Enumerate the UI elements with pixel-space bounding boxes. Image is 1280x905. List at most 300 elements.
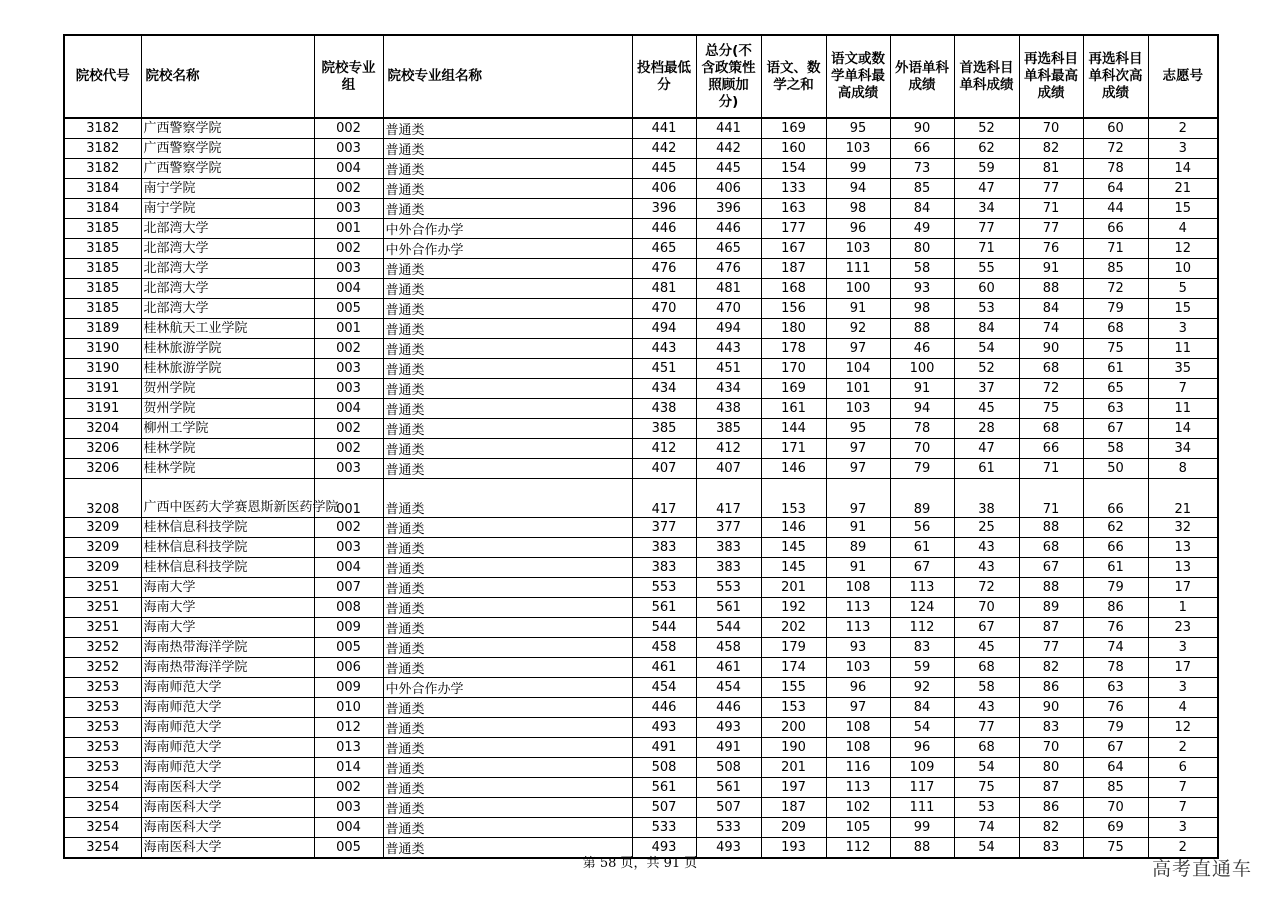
- table-row: [64, 399, 1218, 419]
- elective-max-cell: 88: [1019, 578, 1083, 598]
- total-score-cell: 406: [696, 179, 761, 199]
- group-code-cell: 009: [314, 618, 383, 638]
- elective-second-cell: 79: [1083, 299, 1148, 319]
- foreign-language-cell: 112: [890, 618, 954, 638]
- elective-second-cell: 79: [1083, 718, 1148, 738]
- min-score-cell: 383: [632, 558, 696, 578]
- foreign-language-cell: 93: [890, 279, 954, 299]
- min-score-cell: 507: [632, 798, 696, 818]
- chinese-math-sum-cell: 161: [761, 399, 826, 419]
- min-score-cell: 454: [632, 678, 696, 698]
- table-row: [64, 818, 1218, 838]
- foreign-language-cell: 113: [890, 578, 954, 598]
- preference-no-cell: 2: [1148, 738, 1218, 758]
- school-name-cell: 桂林旅游学院: [141, 359, 314, 379]
- total-score-cell: 441: [696, 118, 761, 139]
- group-name-cell: 普通类: [383, 718, 632, 738]
- school-code-cell: 3253: [64, 738, 141, 758]
- foreign-language-cell: 58: [890, 259, 954, 279]
- preference-no-cell: 11: [1148, 339, 1218, 359]
- table-row: [64, 339, 1218, 359]
- elective-second-cell: 60: [1083, 118, 1148, 139]
- group-code-cell: 003: [314, 798, 383, 818]
- single-max-cell: 108: [826, 718, 890, 738]
- table-row: [64, 179, 1218, 199]
- first-subject-cell: 72: [954, 578, 1019, 598]
- single-max-cell: 97: [826, 439, 890, 459]
- school-code-cell: 3185: [64, 279, 141, 299]
- min-score-cell: 561: [632, 598, 696, 618]
- total-score-cell: 561: [696, 598, 761, 618]
- elective-second-cell: 44: [1083, 199, 1148, 219]
- first-subject-cell: 68: [954, 738, 1019, 758]
- first-subject-cell: 52: [954, 118, 1019, 139]
- first-subject-cell: 68: [954, 658, 1019, 678]
- header-min-score: 投档最低分: [632, 35, 696, 118]
- school-name-cell: 桂林信息科技学院: [141, 558, 314, 578]
- group-name-cell: 普通类: [383, 419, 632, 439]
- school-code-cell: 3252: [64, 658, 141, 678]
- elective-second-cell: 79: [1083, 578, 1148, 598]
- elective-second-cell: 70: [1083, 798, 1148, 818]
- school-name-cell: 桂林学院: [141, 439, 314, 459]
- preference-no-cell: 8: [1148, 459, 1218, 479]
- foreign-language-cell: 117: [890, 778, 954, 798]
- group-code-cell: 007: [314, 578, 383, 598]
- preference-no-cell: 17: [1148, 658, 1218, 678]
- total-score-cell: 396: [696, 199, 761, 219]
- elective-second-cell: 78: [1083, 658, 1148, 678]
- foreign-language-cell: 96: [890, 738, 954, 758]
- school-code-cell: 3208: [64, 479, 141, 518]
- min-score-cell: 445: [632, 159, 696, 179]
- school-name-cell: 广西警察学院: [141, 118, 314, 139]
- chinese-math-sum-cell: 200: [761, 718, 826, 738]
- first-subject-cell: 77: [954, 718, 1019, 738]
- elective-second-cell: 76: [1083, 698, 1148, 718]
- header-chinese-or-math-max: 语文或数学单科最高成绩: [826, 35, 890, 118]
- group-code-cell: 014: [314, 758, 383, 778]
- school-name-cell: 南宁学院: [141, 199, 314, 219]
- school-code-cell: 3185: [64, 259, 141, 279]
- foreign-language-cell: 80: [890, 239, 954, 259]
- group-code-cell: 003: [314, 538, 383, 558]
- school-code-cell: 3182: [64, 139, 141, 159]
- elective-max-cell: 88: [1019, 279, 1083, 299]
- elective-second-cell: 66: [1083, 479, 1148, 518]
- total-score-cell: 445: [696, 159, 761, 179]
- elective-max-cell: 90: [1019, 339, 1083, 359]
- elective-max-cell: 70: [1019, 738, 1083, 758]
- group-name-cell: 普通类: [383, 838, 632, 859]
- school-name-cell: 北部湾大学: [141, 259, 314, 279]
- table-row: [64, 159, 1218, 179]
- total-score-cell: 446: [696, 219, 761, 239]
- first-subject-cell: 25: [954, 518, 1019, 538]
- group-code-cell: 003: [314, 359, 383, 379]
- total-score-cell: 451: [696, 359, 761, 379]
- single-max-cell: 113: [826, 778, 890, 798]
- single-max-cell: 97: [826, 479, 890, 518]
- total-score-cell: 461: [696, 658, 761, 678]
- header-preference-no: 志愿号: [1148, 35, 1218, 118]
- elective-second-cell: 72: [1083, 139, 1148, 159]
- table-row: [64, 279, 1218, 299]
- watermark: 高考直通车: [1151, 858, 1252, 880]
- header-elective-second: 再选科目单科次高成绩: [1083, 35, 1148, 118]
- first-subject-cell: 37: [954, 379, 1019, 399]
- preference-no-cell: 2: [1148, 838, 1218, 859]
- first-subject-cell: 47: [954, 179, 1019, 199]
- school-code-cell: 3206: [64, 459, 141, 479]
- preference-no-cell: 6: [1148, 758, 1218, 778]
- total-score-cell: 491: [696, 738, 761, 758]
- min-score-cell: 508: [632, 758, 696, 778]
- chinese-math-sum-cell: 144: [761, 419, 826, 439]
- header-elective-max: 再选科目单科最高成绩: [1019, 35, 1083, 118]
- preference-no-cell: 13: [1148, 538, 1218, 558]
- single-max-cell: 98: [826, 199, 890, 219]
- elective-max-cell: 82: [1019, 818, 1083, 838]
- foreign-language-cell: 98: [890, 299, 954, 319]
- min-score-cell: 442: [632, 139, 696, 159]
- table-row: [64, 319, 1218, 339]
- chinese-math-sum-cell: 171: [761, 439, 826, 459]
- single-max-cell: 111: [826, 259, 890, 279]
- chinese-math-sum-cell: 193: [761, 838, 826, 859]
- elective-max-cell: 71: [1019, 479, 1083, 518]
- school-name-cell: 桂林旅游学院: [141, 339, 314, 359]
- elective-second-cell: 69: [1083, 818, 1148, 838]
- elective-second-cell: 64: [1083, 179, 1148, 199]
- single-max-cell: 97: [826, 698, 890, 718]
- school-name-cell: 海南大学: [141, 598, 314, 618]
- foreign-language-cell: 109: [890, 758, 954, 778]
- header-chinese-math-sum: 语文、数学之和: [761, 35, 826, 118]
- total-score-cell: 434: [696, 379, 761, 399]
- foreign-language-cell: 89: [890, 479, 954, 518]
- total-score-cell: 407: [696, 459, 761, 479]
- first-subject-cell: 60: [954, 279, 1019, 299]
- preference-no-cell: 32: [1148, 518, 1218, 538]
- foreign-language-cell: 92: [890, 678, 954, 698]
- group-name-cell: 普通类: [383, 798, 632, 818]
- preference-no-cell: 5: [1148, 279, 1218, 299]
- school-code-cell: 3254: [64, 818, 141, 838]
- group-name-cell: 普通类: [383, 359, 632, 379]
- single-max-cell: 102: [826, 798, 890, 818]
- group-code-cell: 004: [314, 558, 383, 578]
- table-row: [64, 518, 1218, 538]
- preference-no-cell: 4: [1148, 698, 1218, 718]
- total-score-cell: 507: [696, 798, 761, 818]
- total-score-cell: 553: [696, 578, 761, 598]
- elective-second-cell: 74: [1083, 638, 1148, 658]
- group-name-cell: 普通类: [383, 379, 632, 399]
- chinese-math-sum-cell: 154: [761, 159, 826, 179]
- foreign-language-cell: 59: [890, 658, 954, 678]
- elective-second-cell: 61: [1083, 558, 1148, 578]
- school-code-cell: 3185: [64, 219, 141, 239]
- group-code-cell: 002: [314, 419, 383, 439]
- group-code-cell: 002: [314, 239, 383, 259]
- school-name-cell: 柳州工学院: [141, 419, 314, 439]
- preference-no-cell: 23: [1148, 618, 1218, 638]
- elective-max-cell: 67: [1019, 558, 1083, 578]
- foreign-language-cell: 85: [890, 179, 954, 199]
- header-row: [64, 35, 1218, 118]
- min-score-cell: 383: [632, 538, 696, 558]
- preference-no-cell: 35: [1148, 359, 1218, 379]
- admission-score-table: [63, 34, 1219, 859]
- group-name-cell: 普通类: [383, 598, 632, 618]
- preference-no-cell: 4: [1148, 219, 1218, 239]
- preference-no-cell: 7: [1148, 798, 1218, 818]
- table-row: [64, 299, 1218, 319]
- group-code-cell: 003: [314, 379, 383, 399]
- first-subject-cell: 71: [954, 239, 1019, 259]
- first-subject-cell: 54: [954, 758, 1019, 778]
- elective-max-cell: 77: [1019, 179, 1083, 199]
- school-code-cell: 3252: [64, 638, 141, 658]
- min-score-cell: 434: [632, 379, 696, 399]
- preference-no-cell: 1: [1148, 598, 1218, 618]
- school-code-cell: 3182: [64, 159, 141, 179]
- school-name-cell: 海南医科大学: [141, 838, 314, 859]
- elective-max-cell: 66: [1019, 439, 1083, 459]
- school-code-cell: 3185: [64, 299, 141, 319]
- foreign-language-cell: 61: [890, 538, 954, 558]
- school-name-cell: 北部湾大学: [141, 279, 314, 299]
- school-code-cell: 3209: [64, 538, 141, 558]
- single-max-cell: 96: [826, 678, 890, 698]
- first-subject-cell: 77: [954, 219, 1019, 239]
- single-max-cell: 95: [826, 118, 890, 139]
- preference-no-cell: 3: [1148, 319, 1218, 339]
- group-name-cell: 普通类: [383, 778, 632, 798]
- elective-second-cell: 72: [1083, 279, 1148, 299]
- group-code-cell: 005: [314, 838, 383, 859]
- school-name-cell: 北部湾大学: [141, 239, 314, 259]
- preference-no-cell: 2: [1148, 118, 1218, 139]
- total-score-cell: 458: [696, 638, 761, 658]
- school-code-cell: 3254: [64, 798, 141, 818]
- single-max-cell: 108: [826, 738, 890, 758]
- header-group-code: 院校专业组: [314, 35, 383, 118]
- header-group-name: 院校专业组名称: [383, 35, 632, 118]
- table-row: [64, 239, 1218, 259]
- min-score-cell: 470: [632, 299, 696, 319]
- min-score-cell: 465: [632, 239, 696, 259]
- preference-no-cell: 11: [1148, 399, 1218, 419]
- group-code-cell: 004: [314, 159, 383, 179]
- total-score-cell: 508: [696, 758, 761, 778]
- group-name-cell: 普通类: [383, 159, 632, 179]
- preference-no-cell: 3: [1148, 638, 1218, 658]
- first-subject-cell: 55: [954, 259, 1019, 279]
- chinese-math-sum-cell: 197: [761, 778, 826, 798]
- school-code-cell: 3251: [64, 618, 141, 638]
- foreign-language-cell: 83: [890, 638, 954, 658]
- total-score-cell: 476: [696, 259, 761, 279]
- table-row: [64, 199, 1218, 219]
- group-name-cell: 普通类: [383, 179, 632, 199]
- table-row: [64, 618, 1218, 638]
- single-max-cell: 94: [826, 179, 890, 199]
- preference-no-cell: 14: [1148, 159, 1218, 179]
- school-name-cell: 海南师范大学: [141, 698, 314, 718]
- school-code-cell: 3184: [64, 179, 141, 199]
- preference-no-cell: 3: [1148, 818, 1218, 838]
- school-name-cell: 桂林航天工业学院: [141, 319, 314, 339]
- group-code-cell: 002: [314, 179, 383, 199]
- school-code-cell: 3189: [64, 319, 141, 339]
- elective-second-cell: 86: [1083, 598, 1148, 618]
- total-score-cell: 470: [696, 299, 761, 319]
- group-code-cell: 004: [314, 399, 383, 419]
- min-score-cell: 493: [632, 838, 696, 859]
- total-score-cell: 377: [696, 518, 761, 538]
- chinese-math-sum-cell: 160: [761, 139, 826, 159]
- min-score-cell: 553: [632, 578, 696, 598]
- total-score-cell: 385: [696, 419, 761, 439]
- foreign-language-cell: 124: [890, 598, 954, 618]
- group-code-cell: 003: [314, 139, 383, 159]
- preference-no-cell: 10: [1148, 259, 1218, 279]
- school-name-cell: 南宁学院: [141, 179, 314, 199]
- preference-no-cell: 7: [1148, 379, 1218, 399]
- chinese-math-sum-cell: 153: [761, 698, 826, 718]
- table-row: [64, 538, 1218, 558]
- elective-second-cell: 68: [1083, 319, 1148, 339]
- school-name-cell: 海南师范大学: [141, 678, 314, 698]
- preference-no-cell: 34: [1148, 439, 1218, 459]
- elective-max-cell: 68: [1019, 359, 1083, 379]
- elective-max-cell: 83: [1019, 718, 1083, 738]
- single-max-cell: 113: [826, 618, 890, 638]
- school-code-cell: 3191: [64, 399, 141, 419]
- school-name-cell: 桂林学院: [141, 459, 314, 479]
- preference-no-cell: 14: [1148, 419, 1218, 439]
- elective-max-cell: 74: [1019, 319, 1083, 339]
- preference-no-cell: 12: [1148, 239, 1218, 259]
- elective-second-cell: 71: [1083, 239, 1148, 259]
- school-name-cell: 广西中医药大学赛恩斯新医药学院: [141, 479, 314, 518]
- elective-second-cell: 58: [1083, 439, 1148, 459]
- foreign-language-cell: 94: [890, 399, 954, 419]
- single-max-cell: 108: [826, 578, 890, 598]
- chinese-math-sum-cell: 201: [761, 578, 826, 598]
- school-code-cell: 3254: [64, 838, 141, 859]
- elective-max-cell: 87: [1019, 618, 1083, 638]
- foreign-language-cell: 67: [890, 558, 954, 578]
- preference-no-cell: 13: [1148, 558, 1218, 578]
- single-max-cell: 93: [826, 638, 890, 658]
- total-score-cell: 533: [696, 818, 761, 838]
- group-name-cell: 普通类: [383, 259, 632, 279]
- school-name-cell: 海南大学: [141, 578, 314, 598]
- school-code-cell: 3190: [64, 359, 141, 379]
- group-code-cell: 008: [314, 598, 383, 618]
- single-max-cell: 113: [826, 598, 890, 618]
- group-code-cell: 001: [314, 479, 383, 518]
- single-max-cell: 89: [826, 538, 890, 558]
- chinese-math-sum-cell: 153: [761, 479, 826, 518]
- first-subject-cell: 70: [954, 598, 1019, 618]
- foreign-language-cell: 88: [890, 838, 954, 859]
- first-subject-cell: 54: [954, 838, 1019, 859]
- foreign-language-cell: 46: [890, 339, 954, 359]
- header-foreign-language: 外语单科成绩: [890, 35, 954, 118]
- group-name-cell: 普通类: [383, 558, 632, 578]
- table-row: [64, 578, 1218, 598]
- total-score-cell: 412: [696, 439, 761, 459]
- group-name-cell: 普通类: [383, 279, 632, 299]
- chinese-math-sum-cell: 146: [761, 518, 826, 538]
- min-score-cell: 544: [632, 618, 696, 638]
- first-subject-cell: 43: [954, 538, 1019, 558]
- chinese-math-sum-cell: 133: [761, 179, 826, 199]
- single-max-cell: 116: [826, 758, 890, 778]
- elective-max-cell: 76: [1019, 239, 1083, 259]
- table-row: [64, 698, 1218, 718]
- min-score-cell: 446: [632, 698, 696, 718]
- elective-second-cell: 63: [1083, 678, 1148, 698]
- total-score-cell: 493: [696, 718, 761, 738]
- elective-max-cell: 86: [1019, 678, 1083, 698]
- first-subject-cell: 53: [954, 299, 1019, 319]
- min-score-cell: 446: [632, 219, 696, 239]
- school-name-cell: 贺州学院: [141, 379, 314, 399]
- school-code-cell: 3253: [64, 718, 141, 738]
- first-subject-cell: 45: [954, 638, 1019, 658]
- group-code-cell: 003: [314, 259, 383, 279]
- table-row: [64, 598, 1218, 618]
- min-score-cell: 417: [632, 479, 696, 518]
- header-school-code: 院校代号: [64, 35, 141, 118]
- total-score-cell: 442: [696, 139, 761, 159]
- single-max-cell: 99: [826, 159, 890, 179]
- chinese-math-sum-cell: 168: [761, 279, 826, 299]
- foreign-language-cell: 56: [890, 518, 954, 538]
- group-code-cell: 009: [314, 678, 383, 698]
- chinese-math-sum-cell: 187: [761, 259, 826, 279]
- min-score-cell: 396: [632, 199, 696, 219]
- min-score-cell: 385: [632, 419, 696, 439]
- group-code-cell: 013: [314, 738, 383, 758]
- table-row: [64, 758, 1218, 778]
- group-code-cell: 002: [314, 339, 383, 359]
- elective-second-cell: 78: [1083, 159, 1148, 179]
- single-max-cell: 103: [826, 399, 890, 419]
- elective-max-cell: 84: [1019, 299, 1083, 319]
- school-code-cell: 3185: [64, 239, 141, 259]
- table-row: [64, 118, 1218, 139]
- chinese-math-sum-cell: 187: [761, 798, 826, 818]
- preference-no-cell: 15: [1148, 199, 1218, 219]
- group-name-cell: 普通类: [383, 459, 632, 479]
- elective-second-cell: 75: [1083, 838, 1148, 859]
- group-code-cell: 002: [314, 118, 383, 139]
- table-row: [64, 439, 1218, 459]
- elective-second-cell: 65: [1083, 379, 1148, 399]
- chinese-math-sum-cell: 156: [761, 299, 826, 319]
- school-name-cell: 海南热带海洋学院: [141, 638, 314, 658]
- single-max-cell: 91: [826, 558, 890, 578]
- header-total-score: 总分(不含政策性照顾加分): [696, 35, 761, 118]
- header-school-name: 院校名称: [141, 35, 314, 118]
- elective-max-cell: 81: [1019, 159, 1083, 179]
